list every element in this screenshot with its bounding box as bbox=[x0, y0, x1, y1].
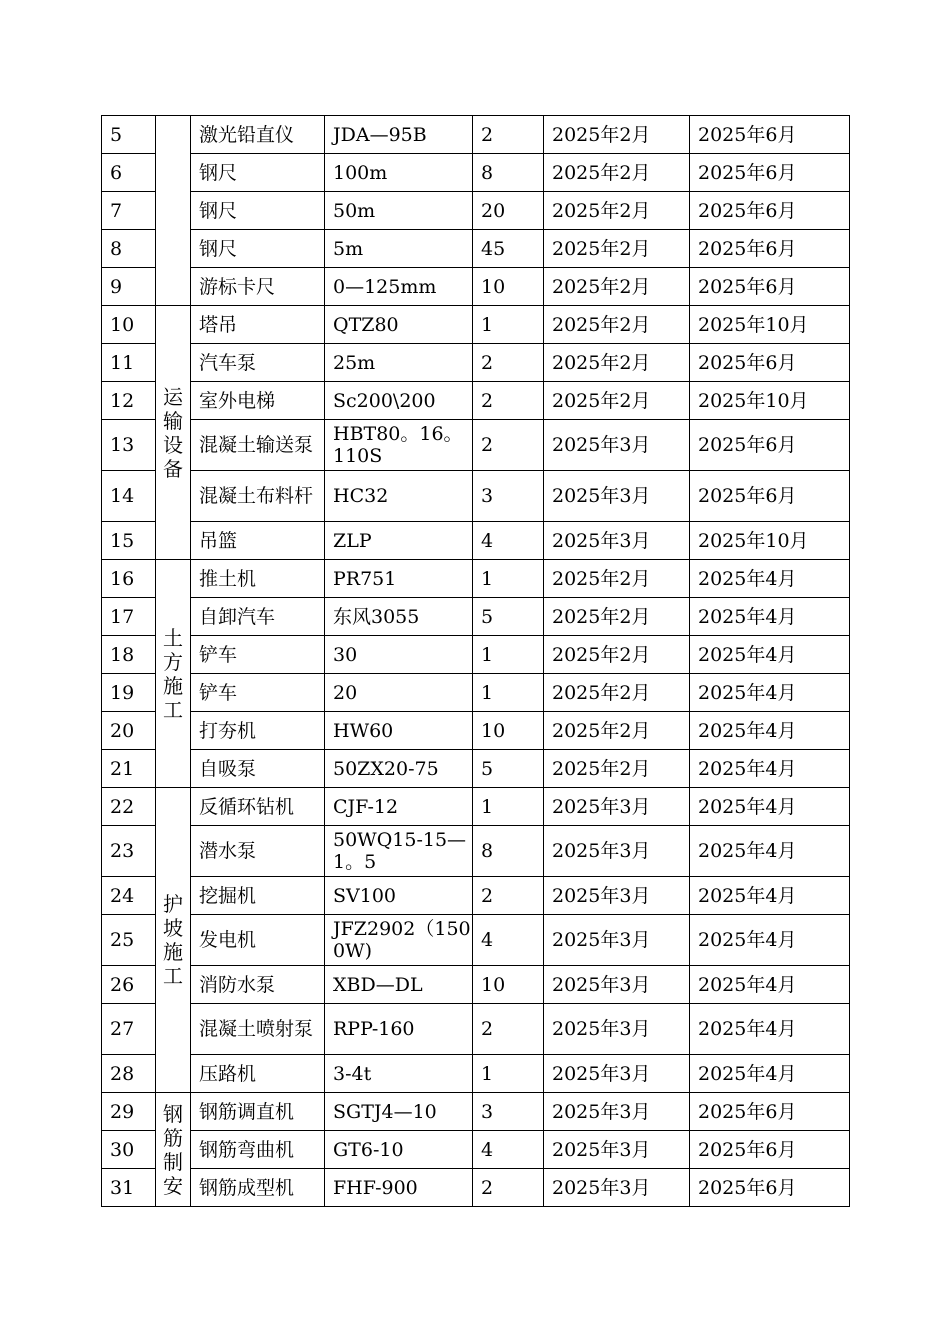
table-row bbox=[102, 522, 850, 560]
quantity-cell: 1 bbox=[473, 560, 544, 598]
equipment-name-cell: 铲车 bbox=[191, 636, 325, 674]
model-spec-cell: 0—125mm bbox=[325, 268, 473, 306]
quantity-cell: 5 bbox=[473, 750, 544, 788]
quantity-cell: 45 bbox=[473, 230, 544, 268]
row-number-cell: 8 bbox=[102, 230, 156, 268]
start-date-cell: 2025年3月 bbox=[544, 420, 690, 471]
end-date-cell: 2025年4月 bbox=[690, 674, 850, 712]
model-spec-cell: JDA—95B bbox=[325, 116, 473, 154]
equipment-name-cell: 推土机 bbox=[191, 560, 325, 598]
quantity-cell: 8 bbox=[473, 826, 544, 877]
row-number-cell: 9 bbox=[102, 268, 156, 306]
start-date-cell: 2025年3月 bbox=[544, 966, 690, 1004]
table-row bbox=[102, 268, 850, 306]
model-spec-cell: SV100 bbox=[325, 877, 473, 915]
table-row bbox=[102, 1093, 850, 1131]
table-row bbox=[102, 344, 850, 382]
row-number-cell: 17 bbox=[102, 598, 156, 636]
start-date-cell: 2025年3月 bbox=[544, 915, 690, 966]
row-number-cell: 25 bbox=[102, 915, 156, 966]
model-spec-cell: QTZ80 bbox=[325, 306, 473, 344]
row-number-cell: 24 bbox=[102, 877, 156, 915]
start-date-cell: 2025年2月 bbox=[544, 192, 690, 230]
model-spec-cell: 50ZX20-75 bbox=[325, 750, 473, 788]
quantity-cell: 1 bbox=[473, 1055, 544, 1093]
end-date-cell: 2025年6月 bbox=[690, 154, 850, 192]
model-spec-cell: 100m bbox=[325, 154, 473, 192]
table-row bbox=[102, 230, 850, 268]
table-row bbox=[102, 966, 850, 1004]
model-spec-cell: JFZ2902（1500W) bbox=[325, 915, 473, 966]
model-spec-cell: 50WQ15-15—1。5 bbox=[325, 826, 473, 877]
table-row bbox=[102, 306, 850, 344]
quantity-cell: 4 bbox=[473, 915, 544, 966]
table-row bbox=[102, 750, 850, 788]
model-spec-cell: RPP-160 bbox=[325, 1004, 473, 1055]
model-spec-cell: 5m bbox=[325, 230, 473, 268]
end-date-cell: 2025年4月 bbox=[690, 712, 850, 750]
model-spec-cell: FHF-900 bbox=[325, 1169, 473, 1207]
start-date-cell: 2025年2月 bbox=[544, 344, 690, 382]
equipment-name-cell: 游标卡尺 bbox=[191, 268, 325, 306]
row-number-cell: 26 bbox=[102, 966, 156, 1004]
equipment-name-cell: 室外电梯 bbox=[191, 382, 325, 420]
end-date-cell: 2025年6月 bbox=[690, 420, 850, 471]
equipment-name-cell: 汽车泵 bbox=[191, 344, 325, 382]
equipment-name-cell: 消防水泵 bbox=[191, 966, 325, 1004]
row-number-cell: 15 bbox=[102, 522, 156, 560]
model-spec-cell: XBD—DL bbox=[325, 966, 473, 1004]
equipment-name-cell: 反循环钻机 bbox=[191, 788, 325, 826]
row-number-cell: 12 bbox=[102, 382, 156, 420]
model-spec-cell: HBT80。16。110S bbox=[325, 420, 473, 471]
category-label: 护坡施工 bbox=[163, 892, 183, 988]
quantity-cell: 2 bbox=[473, 344, 544, 382]
row-number-cell: 18 bbox=[102, 636, 156, 674]
equipment-name-cell: 铲车 bbox=[191, 674, 325, 712]
end-date-cell: 2025年4月 bbox=[690, 1004, 850, 1055]
table-row bbox=[102, 192, 850, 230]
table-row bbox=[102, 1169, 850, 1207]
row-number-cell: 7 bbox=[102, 192, 156, 230]
start-date-cell: 2025年2月 bbox=[544, 382, 690, 420]
table-row bbox=[102, 712, 850, 750]
table-row bbox=[102, 598, 850, 636]
model-spec-cell: 东风3055 bbox=[325, 598, 473, 636]
table-row bbox=[102, 471, 850, 522]
quantity-cell: 1 bbox=[473, 674, 544, 712]
quantity-cell: 1 bbox=[473, 788, 544, 826]
table-row bbox=[102, 788, 850, 826]
table-row bbox=[102, 636, 850, 674]
quantity-cell: 4 bbox=[473, 1131, 544, 1169]
model-spec-cell: 25m bbox=[325, 344, 473, 382]
model-spec-cell: 3-4t bbox=[325, 1055, 473, 1093]
equipment-name-cell: 激光铅直仪 bbox=[191, 116, 325, 154]
category-label: 运输设备 bbox=[163, 384, 183, 481]
quantity-cell: 3 bbox=[473, 471, 544, 522]
equipment-name-cell: 钢筋成型机 bbox=[191, 1169, 325, 1207]
row-number-cell: 19 bbox=[102, 674, 156, 712]
equipment-name-cell: 压路机 bbox=[191, 1055, 325, 1093]
end-date-cell: 2025年4月 bbox=[690, 915, 850, 966]
equipment-name-cell: 钢尺 bbox=[191, 154, 325, 192]
row-number-cell: 31 bbox=[102, 1169, 156, 1207]
quantity-cell: 1 bbox=[473, 636, 544, 674]
category-cell bbox=[156, 1093, 191, 1207]
category-cell bbox=[156, 116, 191, 306]
start-date-cell: 2025年3月 bbox=[544, 522, 690, 560]
quantity-cell: 5 bbox=[473, 598, 544, 636]
end-date-cell: 2025年4月 bbox=[690, 750, 850, 788]
start-date-cell: 2025年2月 bbox=[544, 268, 690, 306]
model-spec-cell: SGTJ4—10 bbox=[325, 1093, 473, 1131]
quantity-cell: 3 bbox=[473, 1093, 544, 1131]
row-number-cell: 5 bbox=[102, 116, 156, 154]
start-date-cell: 2025年3月 bbox=[544, 826, 690, 877]
model-spec-cell: PR751 bbox=[325, 560, 473, 598]
start-date-cell: 2025年3月 bbox=[544, 1004, 690, 1055]
equipment-name-cell: 钢筋弯曲机 bbox=[191, 1131, 325, 1169]
quantity-cell: 10 bbox=[473, 268, 544, 306]
row-number-cell: 21 bbox=[102, 750, 156, 788]
quantity-cell: 2 bbox=[473, 1169, 544, 1207]
end-date-cell: 2025年6月 bbox=[690, 230, 850, 268]
end-date-cell: 2025年6月 bbox=[690, 1093, 850, 1131]
table-row bbox=[102, 1055, 850, 1093]
start-date-cell: 2025年2月 bbox=[544, 674, 690, 712]
equipment-name-cell: 发电机 bbox=[191, 915, 325, 966]
equipment-name-cell: 潜水泵 bbox=[191, 826, 325, 877]
row-number-cell: 16 bbox=[102, 560, 156, 598]
row-number-cell: 29 bbox=[102, 1093, 156, 1131]
start-date-cell: 2025年2月 bbox=[544, 636, 690, 674]
table-body bbox=[102, 116, 850, 1207]
row-number-cell: 28 bbox=[102, 1055, 156, 1093]
row-number-cell: 23 bbox=[102, 826, 156, 877]
table-row bbox=[102, 826, 850, 877]
quantity-cell: 8 bbox=[473, 154, 544, 192]
table-row bbox=[102, 420, 850, 471]
equipment-name-cell: 塔吊 bbox=[191, 306, 325, 344]
end-date-cell: 2025年4月 bbox=[690, 788, 850, 826]
model-spec-cell: CJF-12 bbox=[325, 788, 473, 826]
model-spec-cell: ZLP bbox=[325, 522, 473, 560]
equipment-name-cell: 自吸泵 bbox=[191, 750, 325, 788]
category-label: 钢筋制安 bbox=[163, 1101, 183, 1198]
start-date-cell: 2025年3月 bbox=[544, 877, 690, 915]
table-row bbox=[102, 154, 850, 192]
end-date-cell: 2025年4月 bbox=[690, 1055, 850, 1093]
end-date-cell: 2025年10月 bbox=[690, 306, 850, 344]
table-row bbox=[102, 560, 850, 598]
end-date-cell: 2025年4月 bbox=[690, 636, 850, 674]
start-date-cell: 2025年3月 bbox=[544, 1169, 690, 1207]
start-date-cell: 2025年3月 bbox=[544, 1055, 690, 1093]
start-date-cell: 2025年2月 bbox=[544, 560, 690, 598]
quantity-cell: 10 bbox=[473, 712, 544, 750]
start-date-cell: 2025年2月 bbox=[544, 712, 690, 750]
model-spec-cell: Sc200\200 bbox=[325, 382, 473, 420]
quantity-cell: 2 bbox=[473, 877, 544, 915]
equipment-name-cell: 自卸汽车 bbox=[191, 598, 325, 636]
row-number-cell: 14 bbox=[102, 471, 156, 522]
equipment-name-cell: 打夯机 bbox=[191, 712, 325, 750]
quantity-cell: 2 bbox=[473, 420, 544, 471]
start-date-cell: 2025年2月 bbox=[544, 306, 690, 344]
end-date-cell: 2025年6月 bbox=[690, 1131, 850, 1169]
table-row bbox=[102, 1131, 850, 1169]
start-date-cell: 2025年2月 bbox=[544, 598, 690, 636]
category-cell bbox=[156, 788, 191, 1093]
equipment-name-cell: 混凝土喷射泵 bbox=[191, 1004, 325, 1055]
start-date-cell: 2025年2月 bbox=[544, 230, 690, 268]
row-number-cell: 22 bbox=[102, 788, 156, 826]
equipment-name-cell: 钢尺 bbox=[191, 192, 325, 230]
model-spec-cell: 30 bbox=[325, 636, 473, 674]
start-date-cell: 2025年2月 bbox=[544, 116, 690, 154]
model-spec-cell: 50m bbox=[325, 192, 473, 230]
table-row bbox=[102, 877, 850, 915]
row-number-cell: 13 bbox=[102, 420, 156, 471]
end-date-cell: 2025年4月 bbox=[690, 826, 850, 877]
start-date-cell: 2025年3月 bbox=[544, 471, 690, 522]
table-row bbox=[102, 382, 850, 420]
start-date-cell: 2025年2月 bbox=[544, 154, 690, 192]
model-spec-cell: GT6-10 bbox=[325, 1131, 473, 1169]
end-date-cell: 2025年6月 bbox=[690, 116, 850, 154]
end-date-cell: 2025年4月 bbox=[690, 877, 850, 915]
model-spec-cell: HW60 bbox=[325, 712, 473, 750]
table-row bbox=[102, 674, 850, 712]
quantity-cell: 20 bbox=[473, 192, 544, 230]
quantity-cell: 2 bbox=[473, 382, 544, 420]
end-date-cell: 2025年4月 bbox=[690, 966, 850, 1004]
row-number-cell: 20 bbox=[102, 712, 156, 750]
end-date-cell: 2025年6月 bbox=[690, 1169, 850, 1207]
equipment-name-cell: 混凝土输送泵 bbox=[191, 420, 325, 471]
end-date-cell: 2025年4月 bbox=[690, 598, 850, 636]
model-spec-cell: 20 bbox=[325, 674, 473, 712]
quantity-cell: 2 bbox=[473, 116, 544, 154]
start-date-cell: 2025年3月 bbox=[544, 1093, 690, 1131]
equipment-name-cell: 钢尺 bbox=[191, 230, 325, 268]
end-date-cell: 2025年10月 bbox=[690, 522, 850, 560]
row-number-cell: 27 bbox=[102, 1004, 156, 1055]
table-row bbox=[102, 915, 850, 966]
quantity-cell: 4 bbox=[473, 522, 544, 560]
equipment-name-cell: 混凝土布料杆 bbox=[191, 471, 325, 522]
end-date-cell: 2025年4月 bbox=[690, 560, 850, 598]
table-row bbox=[102, 116, 850, 154]
model-spec-cell: HC32 bbox=[325, 471, 473, 522]
end-date-cell: 2025年6月 bbox=[690, 344, 850, 382]
table-row bbox=[102, 1004, 850, 1055]
equipment-table bbox=[101, 115, 850, 1207]
start-date-cell: 2025年2月 bbox=[544, 750, 690, 788]
end-date-cell: 2025年6月 bbox=[690, 192, 850, 230]
row-number-cell: 6 bbox=[102, 154, 156, 192]
equipment-name-cell: 吊篮 bbox=[191, 522, 325, 560]
end-date-cell: 2025年6月 bbox=[690, 471, 850, 522]
quantity-cell: 2 bbox=[473, 1004, 544, 1055]
row-number-cell: 10 bbox=[102, 306, 156, 344]
end-date-cell: 2025年6月 bbox=[690, 268, 850, 306]
row-number-cell: 11 bbox=[102, 344, 156, 382]
category-label: 土方施工 bbox=[163, 625, 183, 722]
end-date-cell: 2025年10月 bbox=[690, 382, 850, 420]
category-cell bbox=[156, 560, 191, 788]
start-date-cell: 2025年3月 bbox=[544, 1131, 690, 1169]
category-cell bbox=[156, 306, 191, 560]
quantity-cell: 10 bbox=[473, 966, 544, 1004]
equipment-name-cell: 钢筋调直机 bbox=[191, 1093, 325, 1131]
equipment-name-cell: 挖掘机 bbox=[191, 877, 325, 915]
row-number-cell: 30 bbox=[102, 1131, 156, 1169]
quantity-cell: 1 bbox=[473, 306, 544, 344]
start-date-cell: 2025年3月 bbox=[544, 788, 690, 826]
